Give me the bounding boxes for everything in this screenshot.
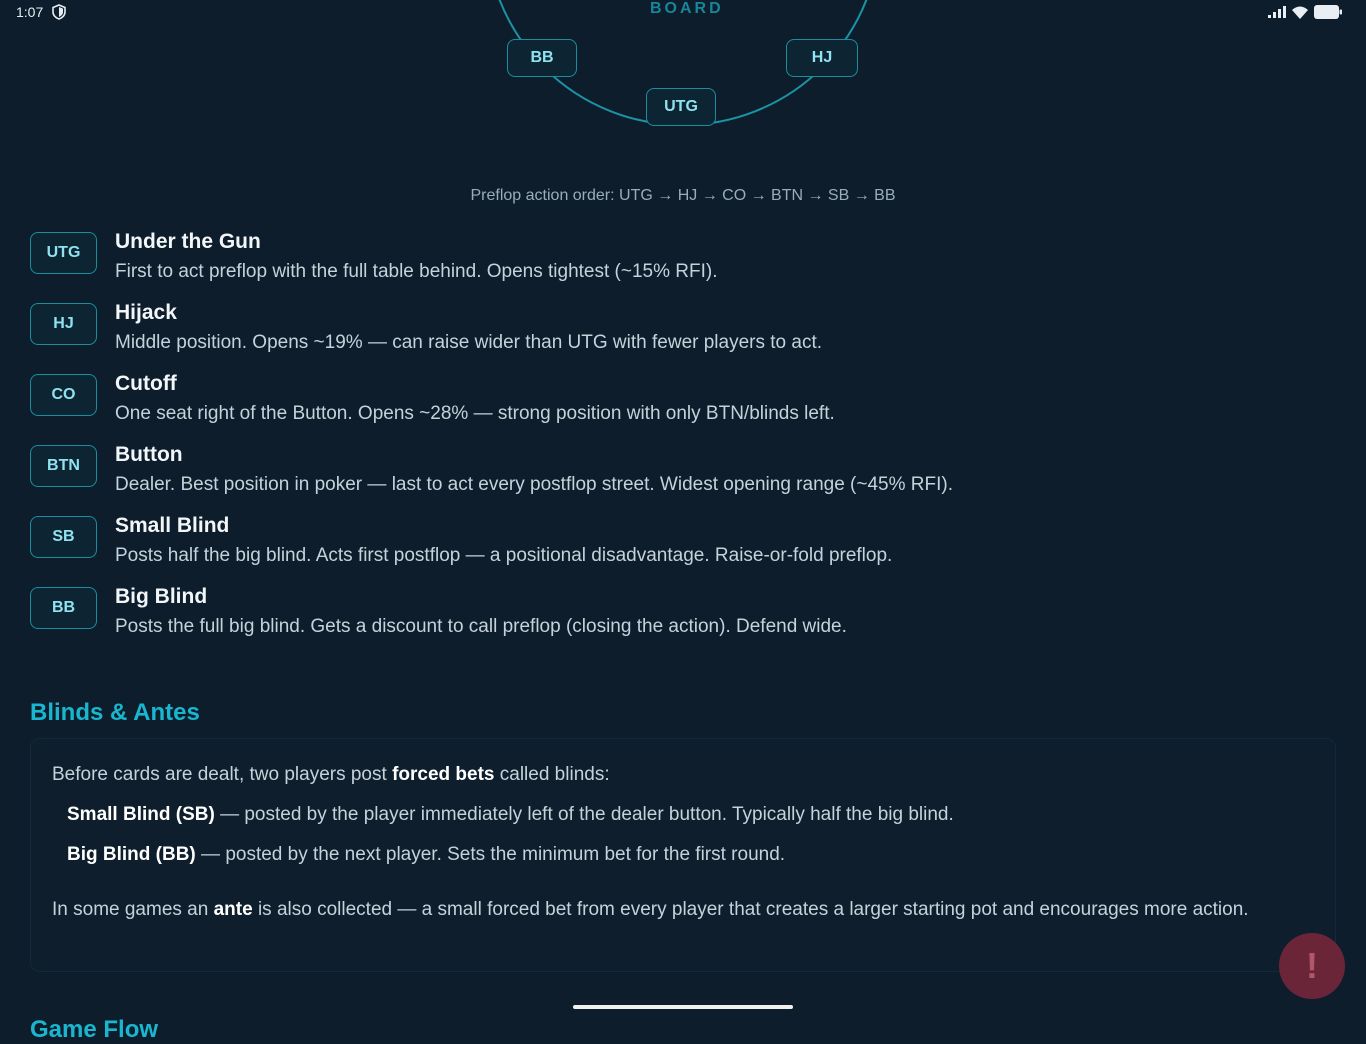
- positions-list: [30, 230, 1330, 656]
- ante-line: [52, 899, 1249, 921]
- position-title: Big Blind: [115, 585, 208, 608]
- home-indicator[interactable]: [573, 1005, 793, 1009]
- small-blind-label: Small Blind (SB): [67, 804, 215, 825]
- position-description: First to act preflop with the full table behind. Opens tightest (~15% RFI).: [115, 261, 718, 282]
- system-icons: [1268, 5, 1342, 19]
- position-badge: SB: [30, 516, 97, 558]
- blinds-intro: [52, 764, 610, 786]
- seat-hj[interactable]: HJ: [786, 39, 858, 77]
- seat-bb[interactable]: BB: [507, 39, 577, 77]
- shield-icon: [52, 4, 66, 20]
- position-row-co: [30, 372, 1330, 443]
- battery-icon: [1314, 5, 1342, 19]
- signal-icon: [1268, 6, 1286, 18]
- position-badge: UTG: [30, 232, 97, 274]
- position-description: Posts half the big blind. Acts first postflop — a positional disadvantage. Raise-or-fold preflop.: [115, 545, 893, 566]
- section-title-blinds: Blinds & Antes: [30, 699, 200, 726]
- position-description: Middle position. Opens ~19% — can raise wider than UTG with fewer players to act.: [115, 332, 823, 353]
- report-button[interactable]: !: [1279, 933, 1345, 999]
- position-title: Under the Gun: [115, 230, 261, 253]
- blinds-card: [30, 738, 1336, 972]
- position-row-hj: [30, 301, 1330, 372]
- big-blind-label: Big Blind (BB): [67, 844, 196, 865]
- position-row-sb: [30, 514, 1330, 585]
- action-order-text: Preflop action order: UTG → HJ → CO → BTN → SB → BB: [470, 187, 896, 204]
- position-description: Posts the full big blind. Gets a discount to call preflop (closing the action). Defend wide.: [115, 616, 847, 637]
- position-description: Dealer. Best position in poker — last to act every postflop street. Widest opening range (~45% RFI).: [115, 474, 953, 495]
- position-title: Small Blind: [115, 514, 230, 537]
- position-description: One seat right of the Button. Opens ~28% — strong position with only BTN/blinds left.: [115, 403, 835, 424]
- position-row-btn: [30, 443, 1330, 514]
- position-title: Hijack: [115, 301, 177, 324]
- intro-text: Before cards are dealt, two players post: [52, 764, 393, 785]
- position-badge: CO: [30, 374, 97, 416]
- big-blind-line: [67, 844, 785, 866]
- position-title: Button: [115, 443, 183, 466]
- wifi-icon: [1292, 6, 1308, 19]
- section-title-game-flow: Game Flow: [30, 1016, 159, 1043]
- seat-utg[interactable]: UTG: [646, 88, 716, 126]
- position-row-bb: [30, 585, 1330, 656]
- ante-bold: ante: [213, 899, 253, 920]
- small-blind-text: — posted by the player immediately left of the dealer button. Typically half the big blind.: [214, 804, 954, 825]
- ante-text: In some games an: [52, 899, 214, 920]
- position-badge: HJ: [30, 303, 97, 345]
- position-badge: BB: [30, 587, 97, 629]
- forced-bets-bold: forced bets: [392, 764, 495, 785]
- position-row-utg: [30, 230, 1330, 301]
- ante-text-end: is also collected — a small forced bet from every player that creates a larger starting pot and encourages more action.: [252, 899, 1249, 920]
- position-badge: BTN: [30, 445, 97, 487]
- intro-text-end: called blinds:: [494, 764, 610, 785]
- board-label: BOARD: [650, 0, 724, 17]
- big-blind-text: — posted by the next player. Sets the minimum bet for the first round.: [195, 844, 786, 865]
- position-title: Cutoff: [115, 372, 177, 395]
- status-time: 1:07: [16, 4, 44, 20]
- small-blind-line: [67, 804, 954, 826]
